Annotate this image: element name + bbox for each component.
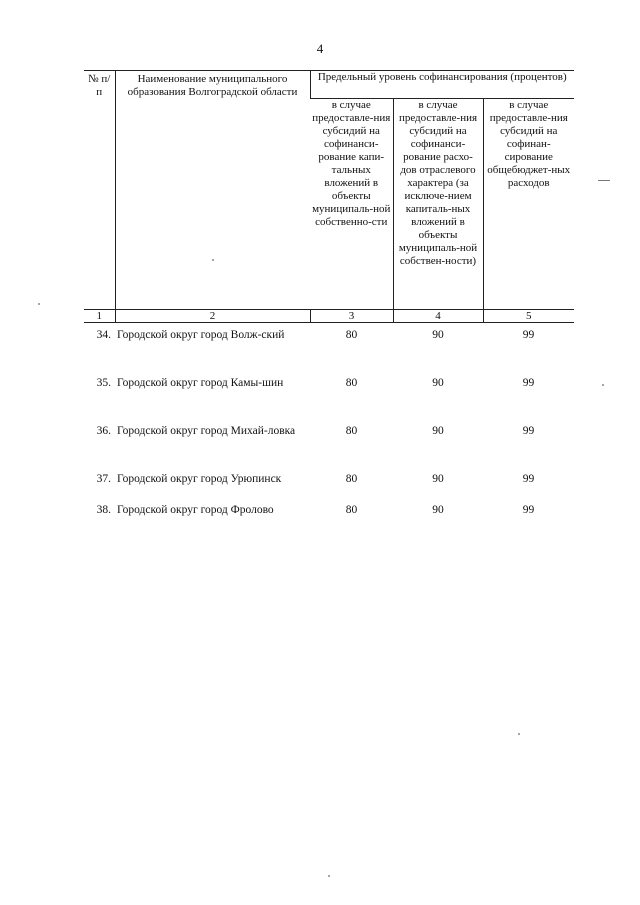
row-number: 35. [96,377,111,389]
value-sector: 90 [432,377,444,389]
value-general: 99 [522,473,535,485]
column-number: 4 [393,310,483,323]
page-number: 4 [316,41,324,56]
municipality-name: Городской округ город Фролово [117,504,274,516]
scan-speck [38,303,40,305]
value-sector: 90 [432,504,444,516]
value-general: 99 [522,425,535,437]
value-general: 99 [522,504,535,516]
header-general-budget-expenses: в случае предоставле-ния субсидий на софинан-сирование общебюджет-ных расходов [483,99,574,310]
municipality-name: Городской округ город Урюпинск [117,473,282,485]
municipality-name: Городской округ город Волж-ский [117,329,285,341]
scan-speck [518,733,520,735]
header-number: № п/п [84,71,115,310]
table-row [84,323,574,372]
value-capital: 80 [345,473,358,485]
value-capital: 80 [345,504,358,516]
column-number: 5 [483,310,574,323]
value-capital: 80 [345,377,358,389]
header-capital-investments: в случае предоставле-ния субсидий на софинанси-рование капи-тальных вложений в объекты муниципаль-ной собственно-сти [312,99,391,228]
row-number: 34. [96,329,111,341]
header-municipality-name: Наименование муниципального образования Волгоградской области [115,71,310,310]
row-number: 38. [96,504,111,516]
scan-speck [212,259,214,261]
table-row [84,371,574,419]
row-number: 36. [96,425,111,437]
table-row [84,419,574,467]
value-sector: 90 [432,329,444,341]
row-number: 37. [96,473,111,485]
value-general: 99 [522,329,535,341]
value-sector: 90 [432,473,444,485]
table-header [84,71,574,323]
header-sector-expenses: в случае предоставле-ния субсидий на софинанси-рование расхо-дов отраслевого характера (за исключе-нием капиталь-ных вложений в объекты муниципаль-ной собствен-ности) [393,99,483,310]
value-capital: 80 [345,329,358,341]
municipality-name: Городской округ город Камы-шин [117,377,284,389]
column-number: 1 [84,310,115,323]
header-cofinancing-level: Предельный уровень софинансирования (процентов) [310,71,574,99]
table-row [84,467,574,498]
value-general: 99 [522,377,535,389]
scan-speck [328,875,330,877]
municipality-name: Городской округ город Михай-ловка [117,425,296,437]
table-body [84,323,574,530]
scan-speck [602,384,604,386]
column-number: 3 [310,310,393,323]
table-row [84,498,574,529]
value-sector: 90 [432,425,444,437]
scan-mark [598,180,610,181]
column-number: 2 [115,310,310,323]
value-capital: 80 [345,425,358,437]
subsidy-table [84,70,574,529]
